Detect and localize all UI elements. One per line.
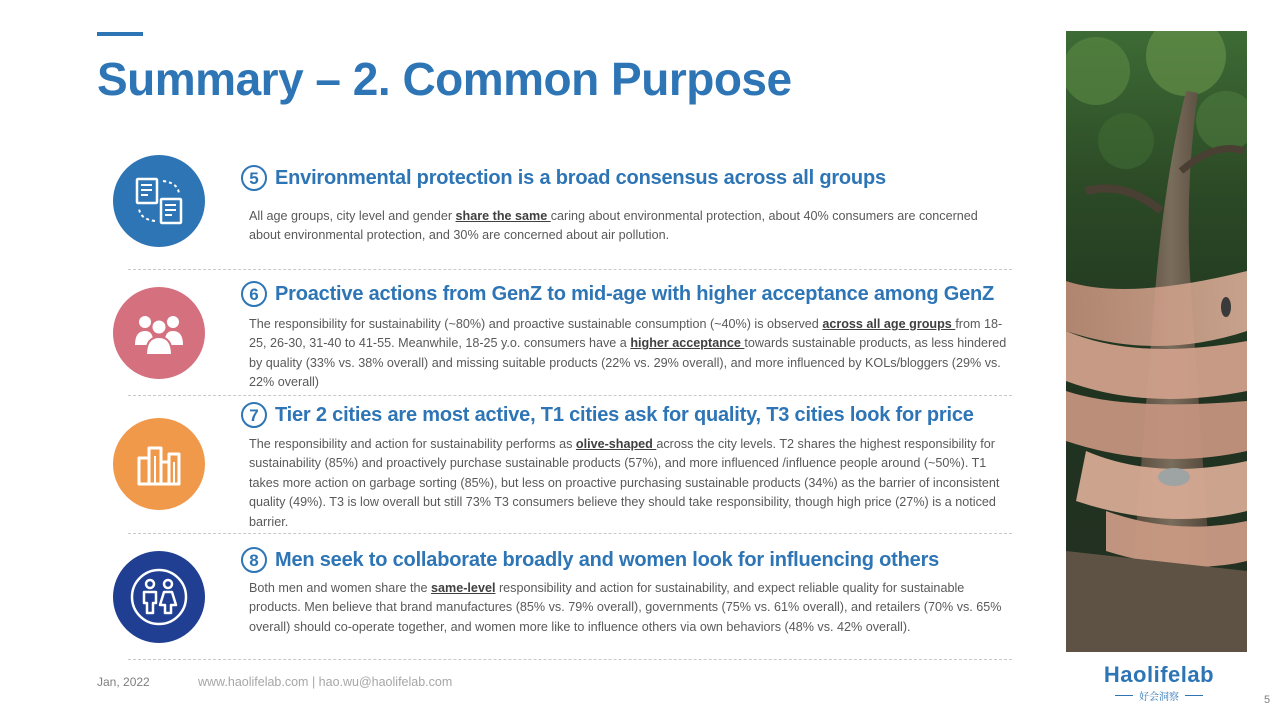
section-5-number: 5: [241, 165, 267, 191]
section-5-heading-text: Environmental protection is a broad consensus across all groups: [275, 166, 886, 189]
body-text: towards sustainable products, as less hindered by quality (33% vs. 38% overall) and missing suitable products (22% vs. 29% overall), and more influenced by KOLs/bloggers (29% vs. 22% overall): [249, 336, 1007, 390]
emphasis-text: across all age groups: [822, 317, 956, 331]
body-text: Both men and women share the: [249, 581, 432, 595]
documents-exchange-icon: [131, 173, 187, 229]
body-text: caring about environmental protection, about 40% consumers are concerned about environmental protection, and 30% are concerned about air pollution.: [249, 209, 978, 243]
section-divider: [128, 533, 1012, 534]
body-text: responsibility and action for sustainability, and expect reliable quality for sustainable products. Men believe that brand manufactures (85% vs. 79% overall), governments (75% vs. 61% overall), and retailers (70% vs. 65% overall) should co-operate together, and women more like to influence others via own behaviors (48% vs. 42% overall).: [249, 581, 1002, 634]
section-6-heading: [241, 281, 994, 307]
logo-subtitle: [1097, 688, 1221, 703]
footer-contact: www.haolifelab.com | hao.wu@haolifelab.com: [198, 675, 453, 689]
section-8-body: [249, 579, 1009, 637]
section-6-number: 6: [241, 281, 267, 307]
section-8-heading-text: Men seek to collaborate broadly and women look for influencing others: [275, 548, 940, 571]
section-5-body: [249, 207, 999, 246]
haolifelab-logo: [1097, 663, 1221, 703]
emphasis-text: olive-shaped: [575, 437, 657, 451]
title-accent-bar: [97, 32, 143, 36]
section-8-heading: [241, 547, 939, 573]
body-text: The responsibility and action for sustainability performs as: [249, 437, 576, 451]
page-title: Summary – 2. Common Purpose: [97, 53, 792, 105]
emphasis-text: same-level: [431, 581, 496, 595]
man-woman-icon: [129, 567, 189, 627]
section-divider: [128, 269, 1012, 270]
logo-sub-text: 好会洞察: [1139, 692, 1179, 703]
section-8-icon-circle: [113, 551, 205, 643]
section-6-icon-circle: [113, 287, 205, 379]
section-5-heading: [241, 165, 886, 191]
section-7-icon-circle: [113, 418, 205, 510]
page-number: 5: [1264, 694, 1271, 706]
logo-name: Haolifelab: [1103, 662, 1215, 687]
footer-date: Jan, 2022: [97, 675, 150, 689]
section-6-heading-text: Proactive actions from GenZ to mid-age with higher acceptance among GenZ: [275, 282, 995, 305]
hands-on-tree-photo: [1066, 31, 1247, 652]
section-8-number: 8: [241, 547, 267, 573]
body-text: All age groups, city level and gender: [249, 209, 456, 223]
city-buildings-icon: [131, 436, 187, 492]
section-5-icon-circle: [113, 155, 205, 247]
section-divider: [128, 659, 1012, 660]
section-7-body: [249, 435, 1009, 532]
section-6-body: [249, 315, 1009, 393]
section-7-heading-text: Tier 2 cities are most active, T1 cities ask for quality, T3 cities look for price: [275, 403, 974, 426]
body-text: across the city levels. T2 shares the highest responsibility for sustainability (85%) and proactively purchase sustainable products (57%), and more influenced /influence people around (~50%). T1 takes more action on garbage sorting (85%), but less on proactive purchasing sustainable products (34%) as the barrier of inconsistent quality (49%). T3 is low overall but still 73% T3 consumers believe they should take responsibility, though high price (27%) is a noticed barrier.: [249, 437, 1000, 529]
emphasis-text: share the same: [455, 209, 551, 223]
section-7-number: 7: [241, 402, 267, 428]
emphasis-text: higher acceptance: [630, 336, 745, 351]
section-divider: [128, 395, 1012, 396]
body-text: The responsibility for sustainability (~80%) and proactive sustainable consumption (~40%) is observed: [249, 317, 823, 331]
body-text: from 18-25, 26-30, 31-40 to 41-55. Meanwhile, 18-25 y.o. consumers have a: [249, 317, 1003, 351]
people-group-icon: [131, 305, 187, 361]
section-7-heading: [241, 402, 974, 428]
